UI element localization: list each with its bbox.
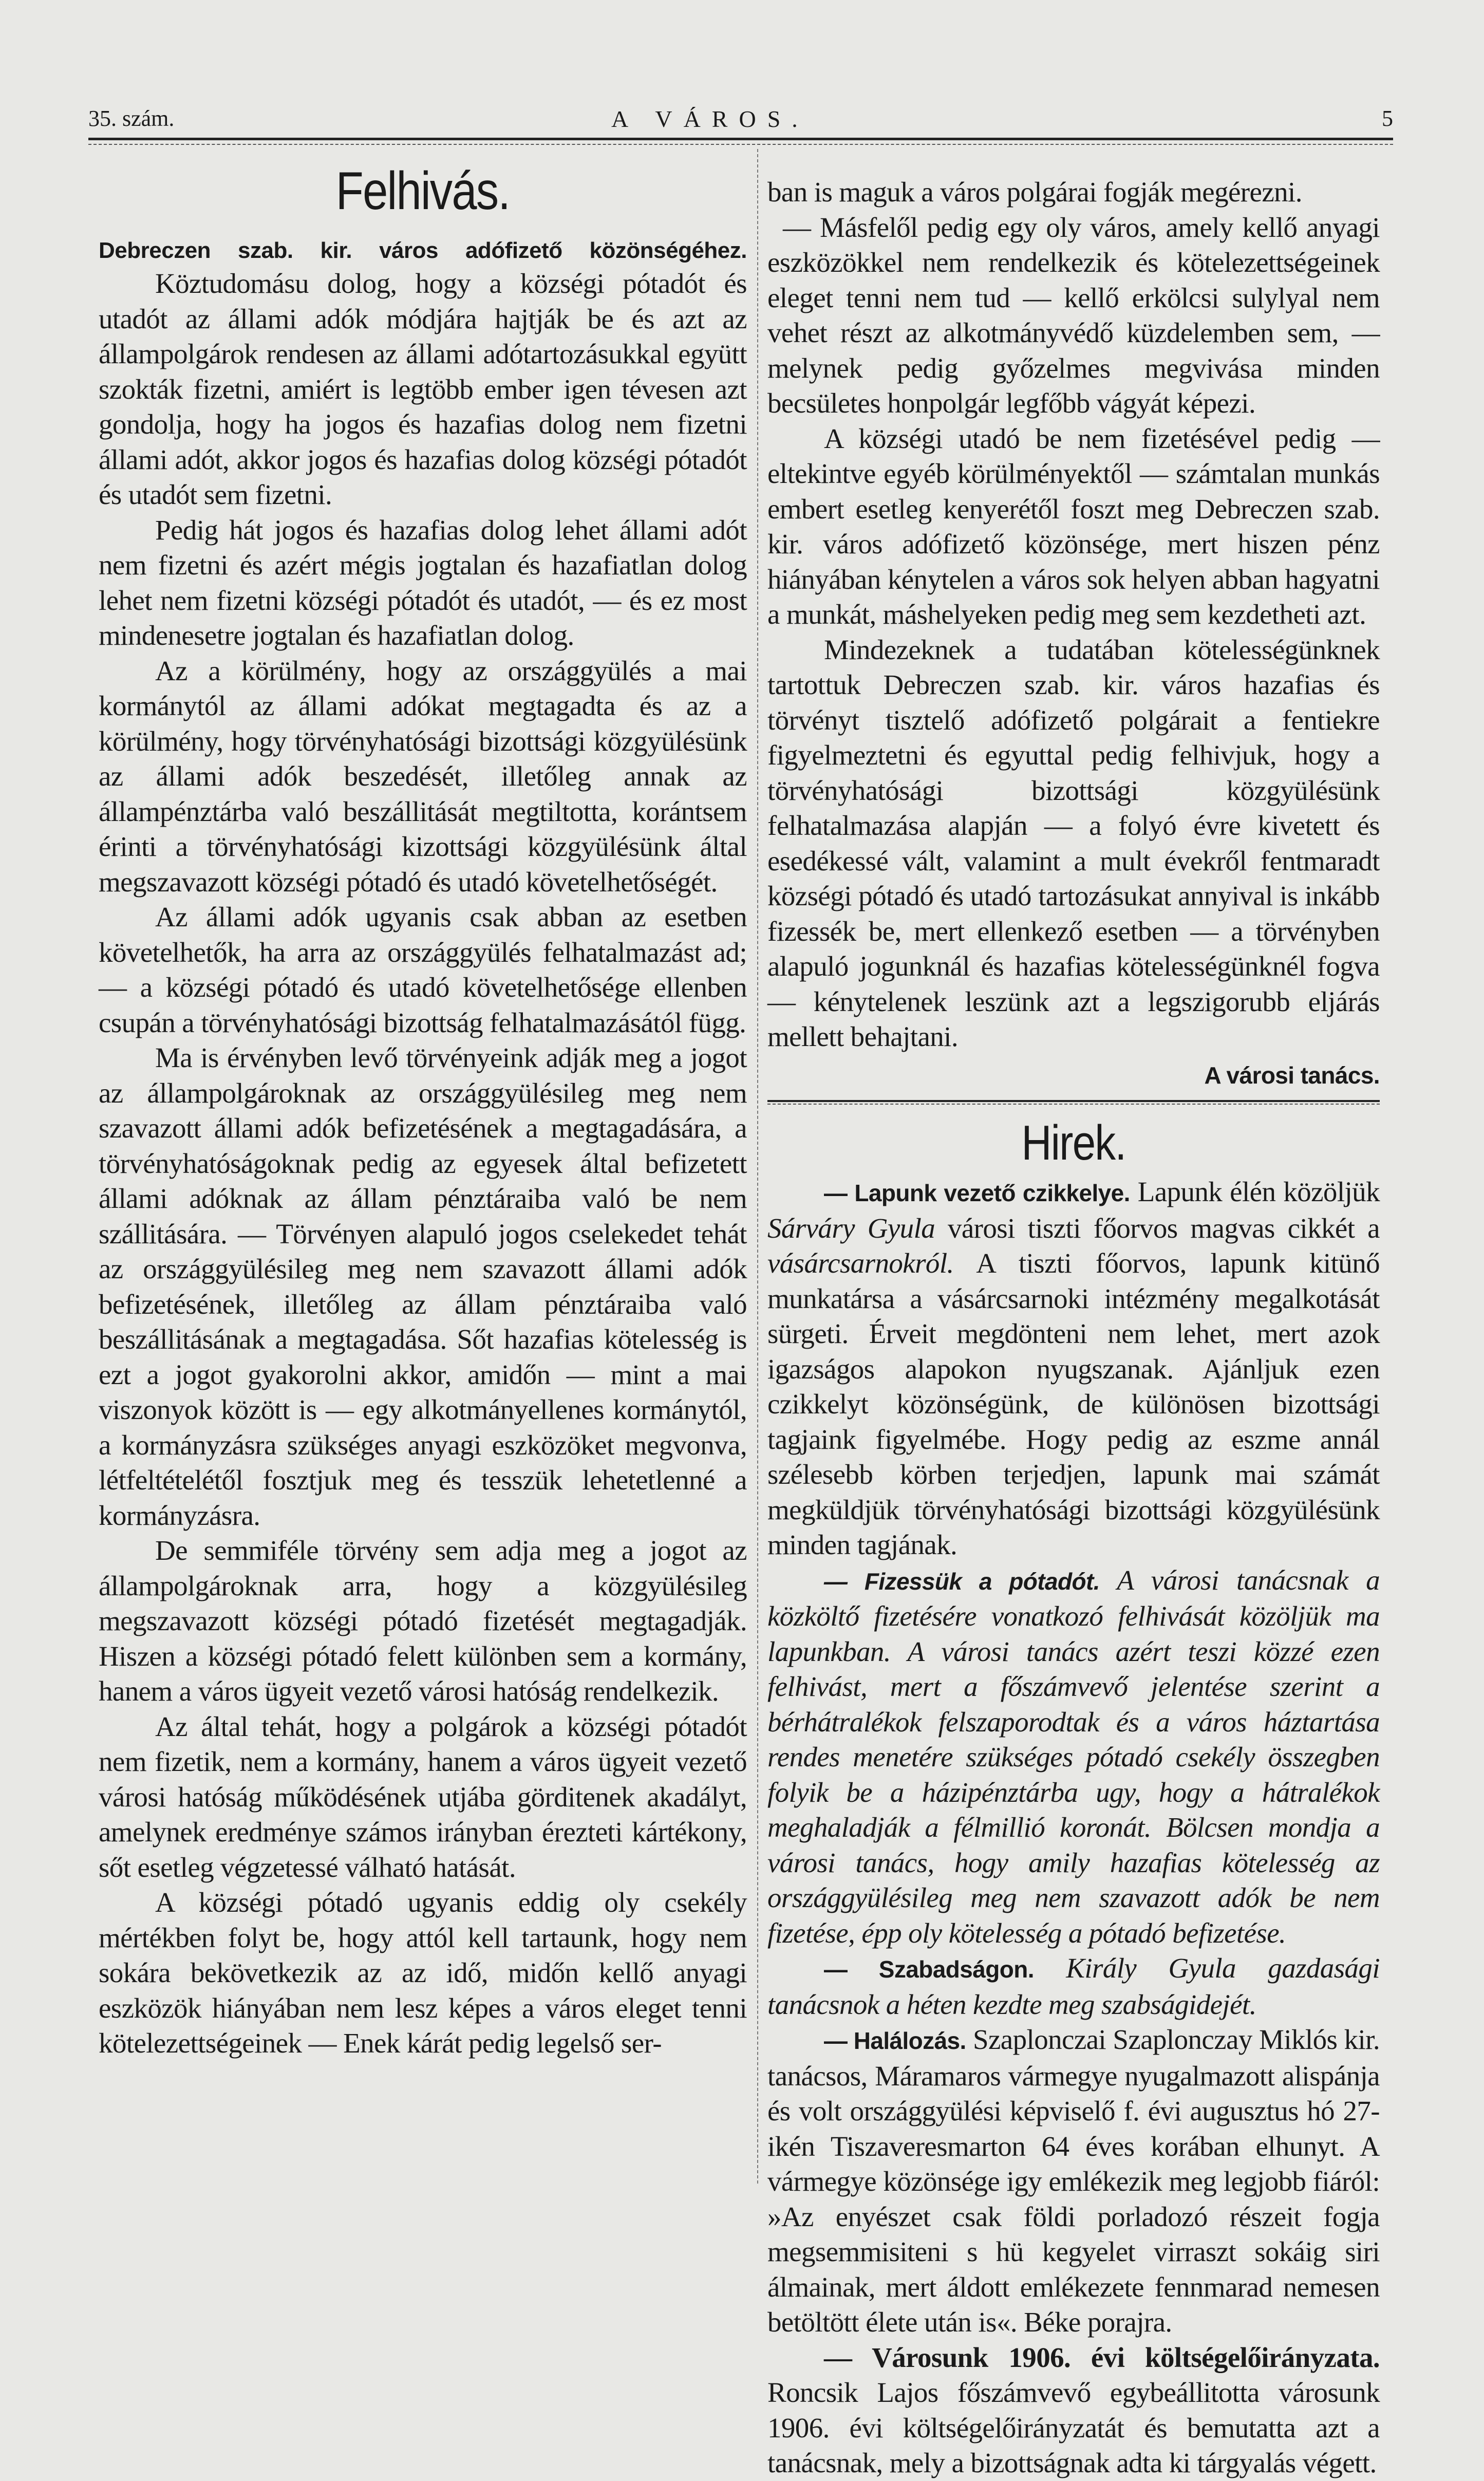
news-text: városi tiszti főorvos magvas cikkét a <box>935 1212 1380 1244</box>
article-felhivas <box>99 149 747 2061</box>
masthead: A VÁROS. <box>611 106 809 132</box>
paragraph: Pedig hát jogos és hazafias dolog lehet állami adót nem fizetni és azért mégis jogtalan és hazafiatlan dolog lehet nem fizetni községi pótadót és utadót, — és ez most mindenesetre jogtalan és hazafiatlan dolog. <box>99 514 747 651</box>
news-lead: — Szabadságon. <box>824 1956 1034 1983</box>
paragraph-continuation: ban is maguk a város polgárai fogják megérezni. <box>767 176 1302 208</box>
paragraph: Mindezeknek a tudatában kötelességünknek tartottuk Debreczen szab. kir. város hazafias és törvényt tisztelő adófizető polgárait a fentiekre figyelmeztetni és egyuttal pedig felhivjuk, hogy a törvényhatósági bizottsági közgyülésünk felhatalmazása alapján — a folyó évre kivetett és esedékessé vált, valamint a mult évekről fentmaradt községi pótadó és utadó tartozásukat annyival is inkább fizessék be, mert ellenkező esetben — a törvényben alapuló jogunknál és hazafias kötelességünknél fogva — kénytelenek leszünk azt a legszigorubb eljárás mellett behajtani. <box>767 633 1380 1052</box>
paragraph: A községi utadó be nem fizetésével pedig — eltekintve egyéb körülményektől — számtalan munkás embert esetleg kenyerétől foszt meg Debreczen szab. kir. város adófizető közönsége, mert hiszen pénz hiányában kénytelen a város sok helyen abban hagyatni a munkát, máshelyeken pedig meg sem kezdetheti azt. <box>767 422 1380 630</box>
news-title: Hirek. <box>1021 1115 1126 1170</box>
news-lead: — Városunk 1906. évi költségelőirányzata. <box>824 2341 1380 2373</box>
signature: A városi tanács. <box>1204 1061 1380 1089</box>
paragraph: — Másfelől pedig egy oly város, amely kellő anyagi eszközökkel nem rendelkezik és kötelezettségeinek eleget tenni nem tud — kellő erkölcsi sulylyal nem vehet részt az alkotmányvédő küzdelemben sem, — melynek pedig győzelmes megvivása minden becsületes honpolgár legfőbb vágyát képezi. <box>767 211 1380 419</box>
right-column <box>767 175 1380 2481</box>
news-text: Roncsik Lajos főszámvevő egybeállitotta városunk 1906. évi költségelőirányzatát és bemutatta azt a tanácsnak, mely a bizottságnak adta ki tárgyalás végett. <box>767 2377 1380 2478</box>
news-text: Szaplonczai Szaplonczay Miklós kir. tanácsos, Máramaros vármegye nyugalmazott alispánja és volt országgyülési képviselő f. évi augusztus hó 27-ikén Tiszaveresmarton 64 éves korában elhunyt. A vármegye közönsége igy emlékezik meg legjobb fiáról: »Az enyészet csak földi porladozó részeit fogja megsemmisiteni s hü kegyelet virraszt sokáig siri álmainak, mert áldott emlékezete fennmarad nemesen betöltött élete után is«. Béke porajra. <box>767 2024 1380 2338</box>
news-text-italic: Sárváry Gyula <box>767 1212 935 1244</box>
news-item <box>767 1563 1380 1951</box>
news-item <box>767 2022 1380 2340</box>
paragraph: Ma is érvényben levő törvényeink adják meg a jogot az állampolgároknak az országgyülésileg meg nem szavazott állami adók befizetésének a megtagadására, a törvényhatóságoknak pedig az egyesek által befizetett állami adóknak az állam pénztáraiba való be nem szállitására. — Törvényen alapuló jogos cselekedet tehát az országgyülésileg meg nem szavazott állami adók befizetésének, illetőleg az állam pénztáraiba való beszállitásának a megtagadása. Sőt hazafias kötelesség is ezt a jogot gyakorolni akkor, amidőn — mint a mai viszonyok között is — egy alkotmányellenes kormánytól, a kormányzásra szükséges anyagi eszközöket megvonva, létfeltételétől fosztjuk meg és tesszük lehetetlenné a kormányzásra. <box>99 1042 747 1531</box>
news-lead: — Halálozás. <box>824 2027 966 2054</box>
news-text: A tiszti főorvos, lapunk kitünő munkatársa a vásárcsarnoki intézmény megalkotását sürgeti. Érveit megdönteni nem lehet, mert azok igazságos alapokon nyugszanak. Ajánljuk ezen czikkelyt közönségünk, de különösen bizottsági tagjaink figyelmébe. Hogy pedig az eszme annál szélesebb körben terjedjen, lapunk mai számát megküldjük törvényhatósági bizottsági közgyülésünk minden tagjának. <box>767 1247 1380 1560</box>
news-text: Lapunk élén közöljük <box>1130 1176 1380 1207</box>
article-subtitle: Debreczen szab. kir. város adófizető közönségéhez. <box>99 238 747 263</box>
article-title: Felhivás. <box>335 161 510 221</box>
news-text: A városi tanácsnak a közköltő fizetésére vonatkozó felhivását közöljük ma lapunkban. A városi tanács azért teszi közzé ezen felhivást, mert a főszámvevő jelentése szerint a bérhátralékok felszaporodtak és a város háztartása rendes menetére szükséges pótadó csekély összegben folyik be a házipénztárba ugy, hogy a hátralékok meghaladják a félmillió koronát. Bölcsen mondja a városi tanács, hogy amily hazafias kötelesség az országgyülésileg meg nem szavazott adók be nem fizetése, épp oly kötelesség a pótadó befizetése. <box>767 1564 1380 1949</box>
news-lead: — Lapunk vezető czikkelye. <box>824 1180 1130 1206</box>
header-rule-dashed <box>88 144 1393 145</box>
issue-number: 35. szám. <box>88 106 175 131</box>
news-text-italic: vásárcsarnokról. <box>767 1247 954 1279</box>
news-text: Király Gyula gazdasági tanácsnok a héten kezdte meg szabságidejét. <box>767 1952 1380 2020</box>
page-number: 5 <box>1382 106 1393 131</box>
paragraph: De semmiféle törvény sem adja meg a jogot az állampolgároknak arra, hogy a közgyülésileg megszavazott községi pótadó fizetését megtagadják. Hiszen a községi pótadó felett különben sem a kormány, hanem a város ügyeit vezető városi hatóság rendelkezik. <box>99 1535 747 1707</box>
column-divider <box>757 149 758 2184</box>
paragraph: Az a körülmény, hogy az országgyülés a mai kormánytól az állami adókat megtagadta és az a körülmény, hogy törvényhatósági bizottsági közgyülésünk az állami adók beszedését, illetőleg annak az állampénztárba való beszállitását megtiltotta, korántsem érinti a törvényhatósági kizottsági közgyülésünk által megszavazott községi pótadó és utadó követelhetőségét. <box>99 655 747 898</box>
news-lead: — Fizessük a pótadót. <box>824 1568 1100 1595</box>
news-item <box>767 1951 1380 2022</box>
news-item <box>767 1174 1380 1563</box>
header-rule <box>88 138 1393 140</box>
paragraph: Az által tehát, hogy a polgárok a községi pótadót nem fizetik, nem a kormány, hanem a város ügyeit vezető városi hatóság működésének utjába görditenek akadályt, amelynek eredménye számos irányban érezteti kártékony, sőt esetleg végzetessé válható hatását. <box>99 1710 747 1883</box>
paragraph: Az állami adók ugyanis csak abban az esetben követelhetők, ha arra az országgyülés felhatalmazást ad; — a községi pótadó és utadó követelhetősége ellenben csupán a törvényhatósági bizottság felhatalmazásától függ. <box>99 901 747 1038</box>
news-item <box>767 2340 1380 2481</box>
paragraph: A községi pótadó ugyanis eddig oly csekély mértékben folyt be, hogy attól kell tartaunk, hogy nem sokára bekövetkezik az az idő, midőn kellő anyagi eszközök hiányában nem lesz képes a város eleget tenni kötelezettségeinek — Enek kárát pedig legelső ser- <box>99 1887 747 2059</box>
section-rule <box>767 1100 1380 1105</box>
paragraph: Köztudomásu dolog, hogy a községi pótadót és utadót az állami adók módjára hajtják be és azt az állampolgárok rendesen az állami adótartozásukkal együtt szokták fizetni, amiért is legtöbb ember igen tévesen azt gondolja, hogy ha jogos és hazafias dolog nem fizetni állami adót, akkor jogos és hazafias dolog községi pótadót és utadót sem fizetni. <box>99 268 747 510</box>
